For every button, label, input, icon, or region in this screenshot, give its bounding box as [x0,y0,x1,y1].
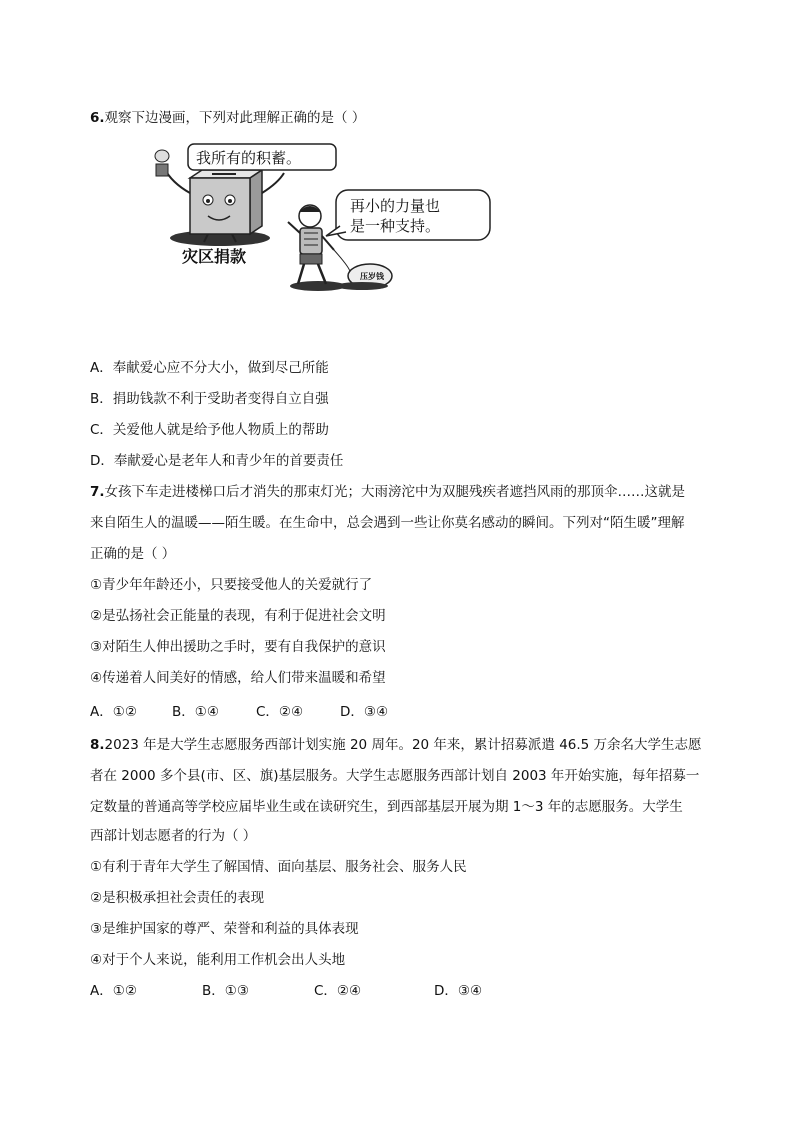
box-caption: 灾区捐款 [182,247,247,266]
q7-choices [90,702,388,722]
q7-stem-line2: 来自陌生人的温暖——陌生暖。在生命中，总会遇到一些让你莫名感动的瞬间。下列对“陌生暖”理解 [90,515,685,531]
piggy-bank-icon [334,250,392,290]
q7-stem-line1 [90,482,685,502]
q8-choice-d: D．③④ [434,983,483,999]
q8-stem-line3: 定数量的普通高等学校应届毕业生或在读研究生，到西部基层开展为期 1～3 年的志愿服务。大学生 [90,799,683,815]
q6-option-b: B．捐助钱款不利于受助者变得自立自强 [90,391,329,407]
q7-choice-b: B．①④ [172,704,219,720]
boy-bubble-line2: 是一种支持。 [350,217,441,235]
q6-cartoon-illustration [150,138,500,298]
q7-choice-a: A．①② [90,704,137,720]
q7-statement-4: ④传递着人间美好的情感，给人们带来温暖和希望 [90,670,386,686]
q8-statement-2: ②是积极承担社会责任的表现 [90,890,265,906]
q7-statement-3: ③对陌生人伸出援助之手时，要有自我保护的意识 [90,639,386,655]
q8-statement-1: ①有利于青年大学生了解国情、面向基层、服务社会、服务人民 [90,859,467,875]
q8-number: 8. [90,737,105,753]
q8-stem-line1 [90,735,702,755]
q6-stem-text: 观察下边漫画，下列对此理解正确的是（ ） [104,110,366,126]
q8-stem-line2: 者在 2000 多个县(市、区、旗)基层服务。大学生志愿服务西部计划自 2003 年开始实施，每年招募一 [90,768,700,784]
q8-statement-4: ④对于个人来说，能利用工作机会出人头地 [90,952,346,968]
q7-choice-c: C．②④ [256,704,304,720]
donation-box-figure [164,168,284,242]
q8-statement-3: ③是维护国家的尊严、荣誉和利益的具体表现 [90,921,359,937]
q7-choice-d: D．③④ [340,704,389,720]
boy-bubble-line1: 再小的力量也 [350,197,441,215]
box-bubble-text: 我所有的积蓄。 [196,149,302,167]
q8-choices [90,981,482,1001]
q6-option-c: C．关爱他人就是给予他人物质上的帮助 [90,422,329,438]
q6-option-a: A．奉献爱心应不分大小，做到尽己所能 [90,360,329,376]
q8-stem-line4: 西部计划志愿者的行为（ ） [90,828,257,844]
q6-number: 6. [90,110,105,126]
coin-jar-icon [155,150,169,176]
q8-choice-b: B．①③ [202,983,249,999]
q7-statement-1: ①青少年年龄还小，只要接受他人的关爱就行了 [90,577,373,593]
q7-statement-2: ②是弘扬社会正能量的表现，有利于促进社会文明 [90,608,386,624]
q6-option-d: D．奉献爱心是老年人和青少年的首要责任 [90,453,344,469]
q7-stem-line3: 正确的是（ ） [90,546,176,562]
boy-figure [288,205,334,284]
q8-choice-c: C．②④ [314,983,362,999]
q7-number: 7. [90,484,105,500]
q8-choice-a: A．①② [90,983,137,999]
q6-stem [90,108,365,128]
q8-stem-text-1: 2023 年是大学生志愿服务西部计划实施 20 周年。20 年来，累计招募派遣 46.5 万余名大学生志愿 [104,737,702,753]
piggy-tag: 压岁钱 [360,272,384,281]
q7-stem-text-1: 女孩下车走进楼梯口后才消失的那束灯光；大雨滂沱中为双腿残疾者遮挡风雨的那顶伞……这就是 [104,484,686,500]
